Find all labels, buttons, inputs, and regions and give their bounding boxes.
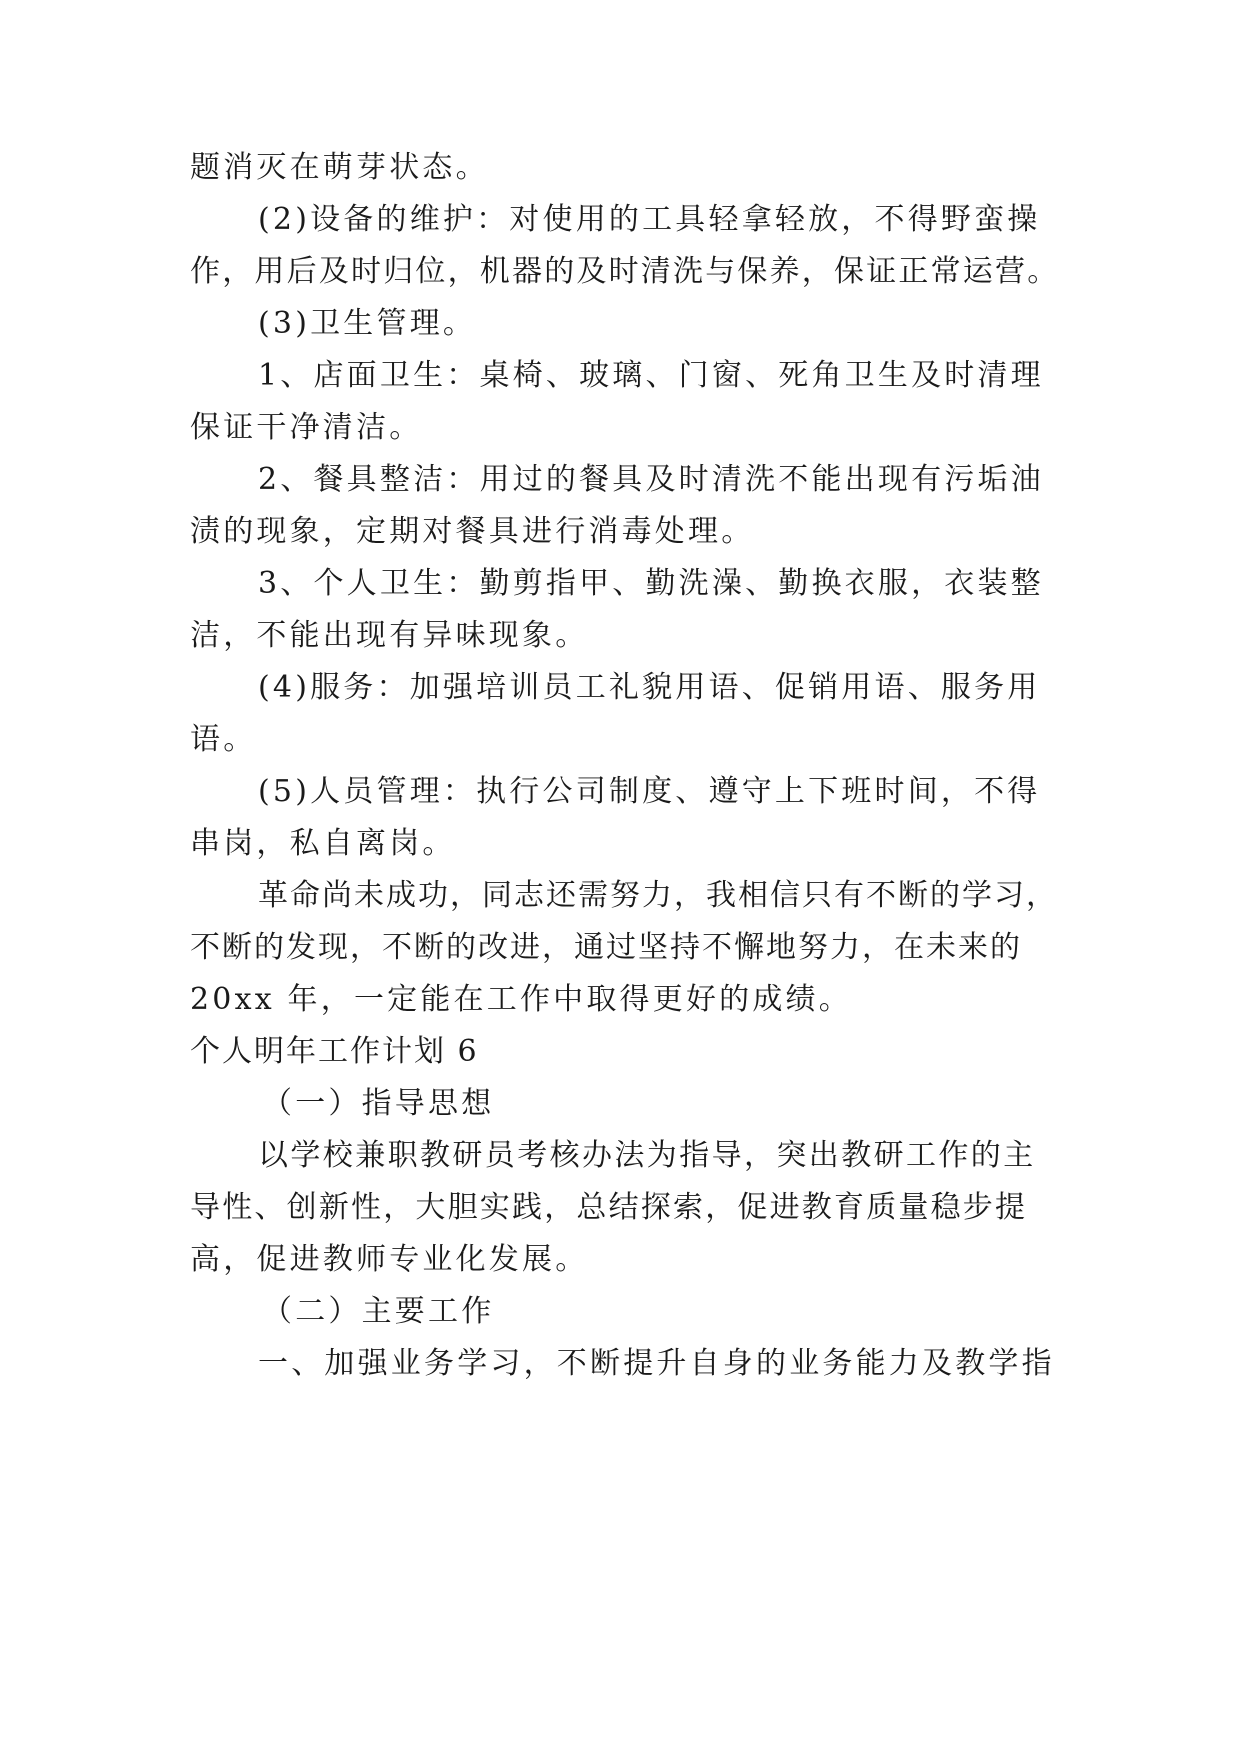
text-line: 以学校兼职教研员考核办法为指导，突出教研工作的主 <box>258 1138 1036 1173</box>
text-line: 3、个人卫生：勤剪指甲、勤洗澡、勤换衣服，衣装整 <box>258 566 1044 601</box>
text-line: (4)服务：加强培训员工礼貌用语、促销用语、服务用 <box>258 670 1041 705</box>
text-line: 保证干净清洁。 <box>190 410 423 445</box>
text-line: 语。 <box>190 722 257 757</box>
text-line: 串岗，私自离岗。 <box>190 826 456 861</box>
text-line: 1、店面卫生：桌椅、玻璃、门窗、死角卫生及时清理 <box>258 358 1044 393</box>
text-line: 高，促进教师专业化发展。 <box>190 1242 589 1277</box>
text-line: 题消灭在萌芽状态。 <box>190 150 489 185</box>
text-line: (5)人员管理：执行公司制度、遵守上下班时间，不得 <box>258 774 1041 809</box>
text-line: 革命尚未成功，同志还需努力，我相信只有不断的学习， <box>258 878 1058 913</box>
subsection-heading: （二）主要工作 <box>262 1294 495 1329</box>
text-line: 渍的现象，定期对餐具进行消毒处理。 <box>190 514 755 549</box>
text-line: 洁，不能出现有异味现象。 <box>190 618 589 653</box>
text-line: 作，用后及时归位，机器的及时清洗与保养，保证正常运营。 <box>190 254 1060 289</box>
text-line: (2)设备的维护：对使用的工具轻拿轻放，不得野蛮操 <box>258 202 1041 237</box>
text-line: 导性、创新性，大胆实践，总结探索，促进教育质量稳步提 <box>190 1190 1028 1225</box>
text-line: 2、餐具整洁：用过的餐具及时清洗不能出现有污垢油 <box>258 462 1044 497</box>
text-line: 一、加强业务学习，不断提升自身的业务能力及教学指 <box>258 1346 1055 1381</box>
section-title: 个人明年工作计划 6 <box>190 1034 479 1069</box>
text-line: 不断的发现，不断的改进，通过坚持不懈地努力，在未来的 <box>190 930 1022 965</box>
subsection-heading: （一）指导思想 <box>262 1086 495 1121</box>
text-line: 20xx 年，一定能在工作中取得更好的成绩。 <box>190 982 852 1017</box>
text-line: (3)卫生管理。 <box>258 306 477 341</box>
